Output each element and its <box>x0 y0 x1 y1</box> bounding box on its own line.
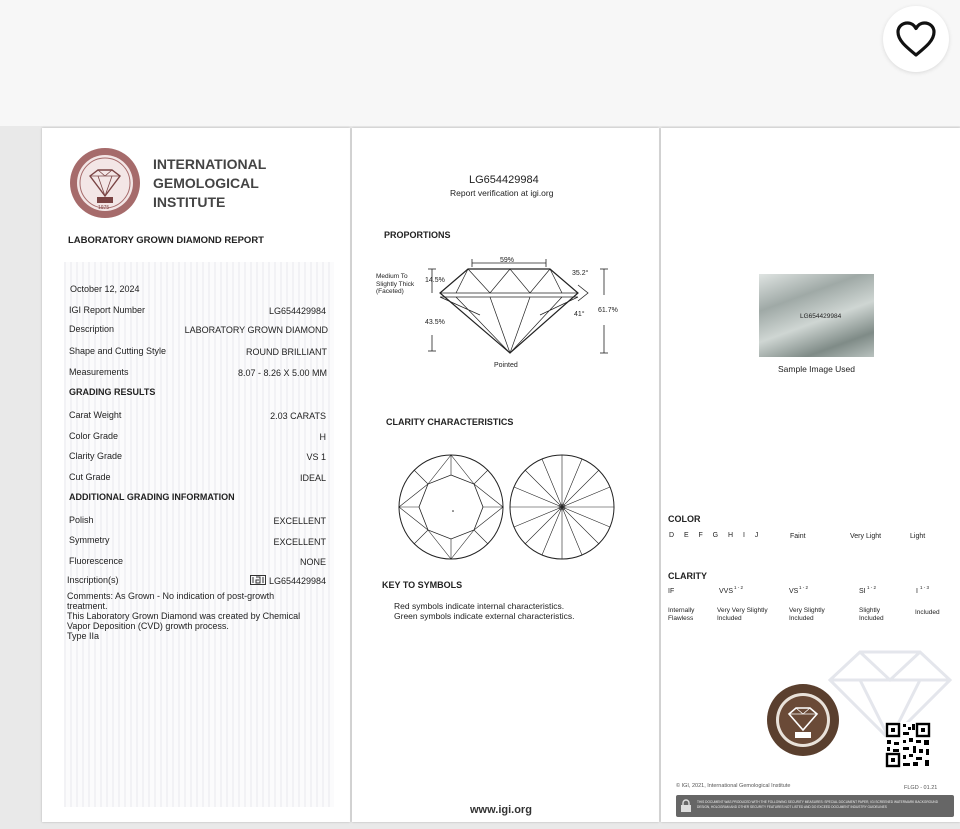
igi-mini-logo-icon <box>250 575 266 585</box>
sample-inscription-text: LG654429984 <box>800 313 842 320</box>
middle-report-number: LG654429984 <box>469 174 539 186</box>
key-external: Green symbols indicate external characteristics. <box>394 611 575 621</box>
clarity-desc-vs: Very Slightly Included <box>789 607 825 622</box>
top-bar <box>0 0 960 126</box>
seal-year: 1975 <box>98 205 110 211</box>
clarity-i: I <box>916 588 918 595</box>
carat-value: 2.03 CARATS <box>270 411 326 421</box>
crown-angle: 35.2° <box>572 270 589 277</box>
clarity-plot-crown <box>397 453 505 561</box>
report-type: LABORATORY GROWN DIAMOND REPORT <box>68 235 264 246</box>
color-grade-value: H <box>319 432 326 442</box>
color-scale-grades: D E F G H I J <box>669 532 759 539</box>
favorite-button[interactable] <box>883 6 949 72</box>
qr-code-icon <box>885 722 931 768</box>
proportions-heading: PROPORTIONS <box>384 230 451 240</box>
crown-height: 14.5% <box>425 277 445 284</box>
security-text: THIS DOCUMENT WAS PRODUCED WITH THE FOLLOWING SECURITY MEASURES: SPECIAL DOCUMENT PAPER, IGI SCREENED WATERMARK BACKGROUND DESIGN, HOLOGRAM AND OTHER SECURITY FEATURES NOT LISTED AND DO EXCEED DOCUMENT INDUSTRY GUIDELINES <box>697 800 939 809</box>
cut-grade-label: Cut Grade <box>69 472 111 482</box>
clarity-vs: VS <box>789 588 799 595</box>
total-depth: 61.7% <box>598 307 618 314</box>
fluorescence-value: NONE <box>299 557 326 567</box>
website-link[interactable]: www.igi.org <box>470 804 532 816</box>
color-very-light: Very Light <box>850 533 882 540</box>
org-name-line3: INSTITUTE <box>153 194 226 210</box>
description-label: Description <box>69 324 115 334</box>
clarity-scale-heading: CLARITY <box>668 571 707 581</box>
clarity-vs-sup: 1 - 2 <box>799 585 809 590</box>
org-name-line2: GEMOLOGICAL <box>153 175 259 191</box>
proportions-diagram <box>420 255 620 365</box>
clarity-grade-label: Clarity Grade <box>69 451 123 461</box>
color-scale-heading: COLOR <box>668 514 701 524</box>
cut-grade-value: IDEAL <box>299 473 326 483</box>
key-internal: Red symbols indicate internal characteristics. <box>394 601 565 611</box>
report-date: October 12, 2024 <box>70 284 140 294</box>
lock-icon <box>680 799 692 813</box>
org-name-line1: INTERNATIONAL <box>153 156 267 172</box>
copyright: © IGI, 2021, International Gemological Institute <box>676 783 791 789</box>
fluorescence-label: Fluorescence <box>69 556 124 566</box>
sample-caption: Sample Image Used <box>778 364 856 374</box>
report-verification: Report verification at igi.org <box>450 188 554 198</box>
report-number-label: IGI Report Number <box>69 305 146 315</box>
carat-label: Carat Weight <box>69 410 122 420</box>
grading-results-heading: GRADING RESULTS <box>69 387 156 397</box>
clarity-vvs-sup: 1 - 2 <box>734 585 744 590</box>
pavilion-angle: 41° <box>574 311 585 318</box>
polish-value: EXCELLENT <box>273 516 326 526</box>
shape-label: Shape and Cutting Style <box>69 346 167 356</box>
color-light: Light <box>910 533 926 540</box>
symmetry-value: EXCELLENT <box>273 537 326 547</box>
clarity-si: SI <box>859 588 866 595</box>
clarity-plot-pavilion <box>508 453 616 561</box>
heart-outline-icon <box>895 20 937 58</box>
report-number-value: LG654429984 <box>268 306 326 316</box>
inscription-label: Inscription(s) <box>67 575 119 585</box>
comments: Comments: As Grown - No indication of post-growth treatment. This Laboratory Grown Diamond was created by Chemical Vapor Deposition (CVD) growth process. Type IIa <box>67 591 301 641</box>
shape-value: ROUND BRILLIANT <box>245 347 327 357</box>
clarity-desc-i: Included <box>915 609 940 616</box>
color-faint: Faint <box>790 533 806 540</box>
measurements-label: Measurements <box>69 367 129 377</box>
polish-label: Polish <box>69 515 94 525</box>
clarity-desc-if: Internally Flawless <box>668 607 695 622</box>
girdle-thickness: Medium To Slightly Thick (Faceted) <box>376 273 415 295</box>
form-code: FLGD - 01.21 <box>904 785 938 791</box>
culet: Pointed <box>494 362 518 369</box>
pavilion-depth: 43.5% <box>425 319 445 326</box>
clarity-if: IF <box>668 588 675 595</box>
clarity-si-sup: 1 - 2 <box>867 585 877 590</box>
clarity-characteristics-heading: CLARITY CHARACTERISTICS <box>386 417 514 427</box>
key-to-symbols-heading: KEY TO SYMBOLS <box>382 580 463 590</box>
additional-info-heading: ADDITIONAL GRADING INFORMATION <box>69 492 235 502</box>
measurements-value: 8.07 - 8.26 X 5.00 MM <box>237 368 327 378</box>
clarity-i-sup: 1 - 3 <box>920 585 930 590</box>
symmetry-label: Symmetry <box>69 535 110 545</box>
color-grade-label: Color Grade <box>69 431 119 441</box>
clarity-vvs: VVS <box>719 588 734 595</box>
inscription-value: LG654429984 <box>268 576 326 586</box>
table-percent: 59% <box>500 257 515 264</box>
clarity-desc-si: Slightly Included <box>859 607 884 622</box>
description-value: LABORATORY GROWN DIAMOND <box>184 325 328 335</box>
clarity-grade-value: VS 1 <box>306 452 326 462</box>
igi-seal-emblem <box>766 683 840 757</box>
clarity-desc-vvs: Very Very Slightly Included <box>717 607 768 622</box>
